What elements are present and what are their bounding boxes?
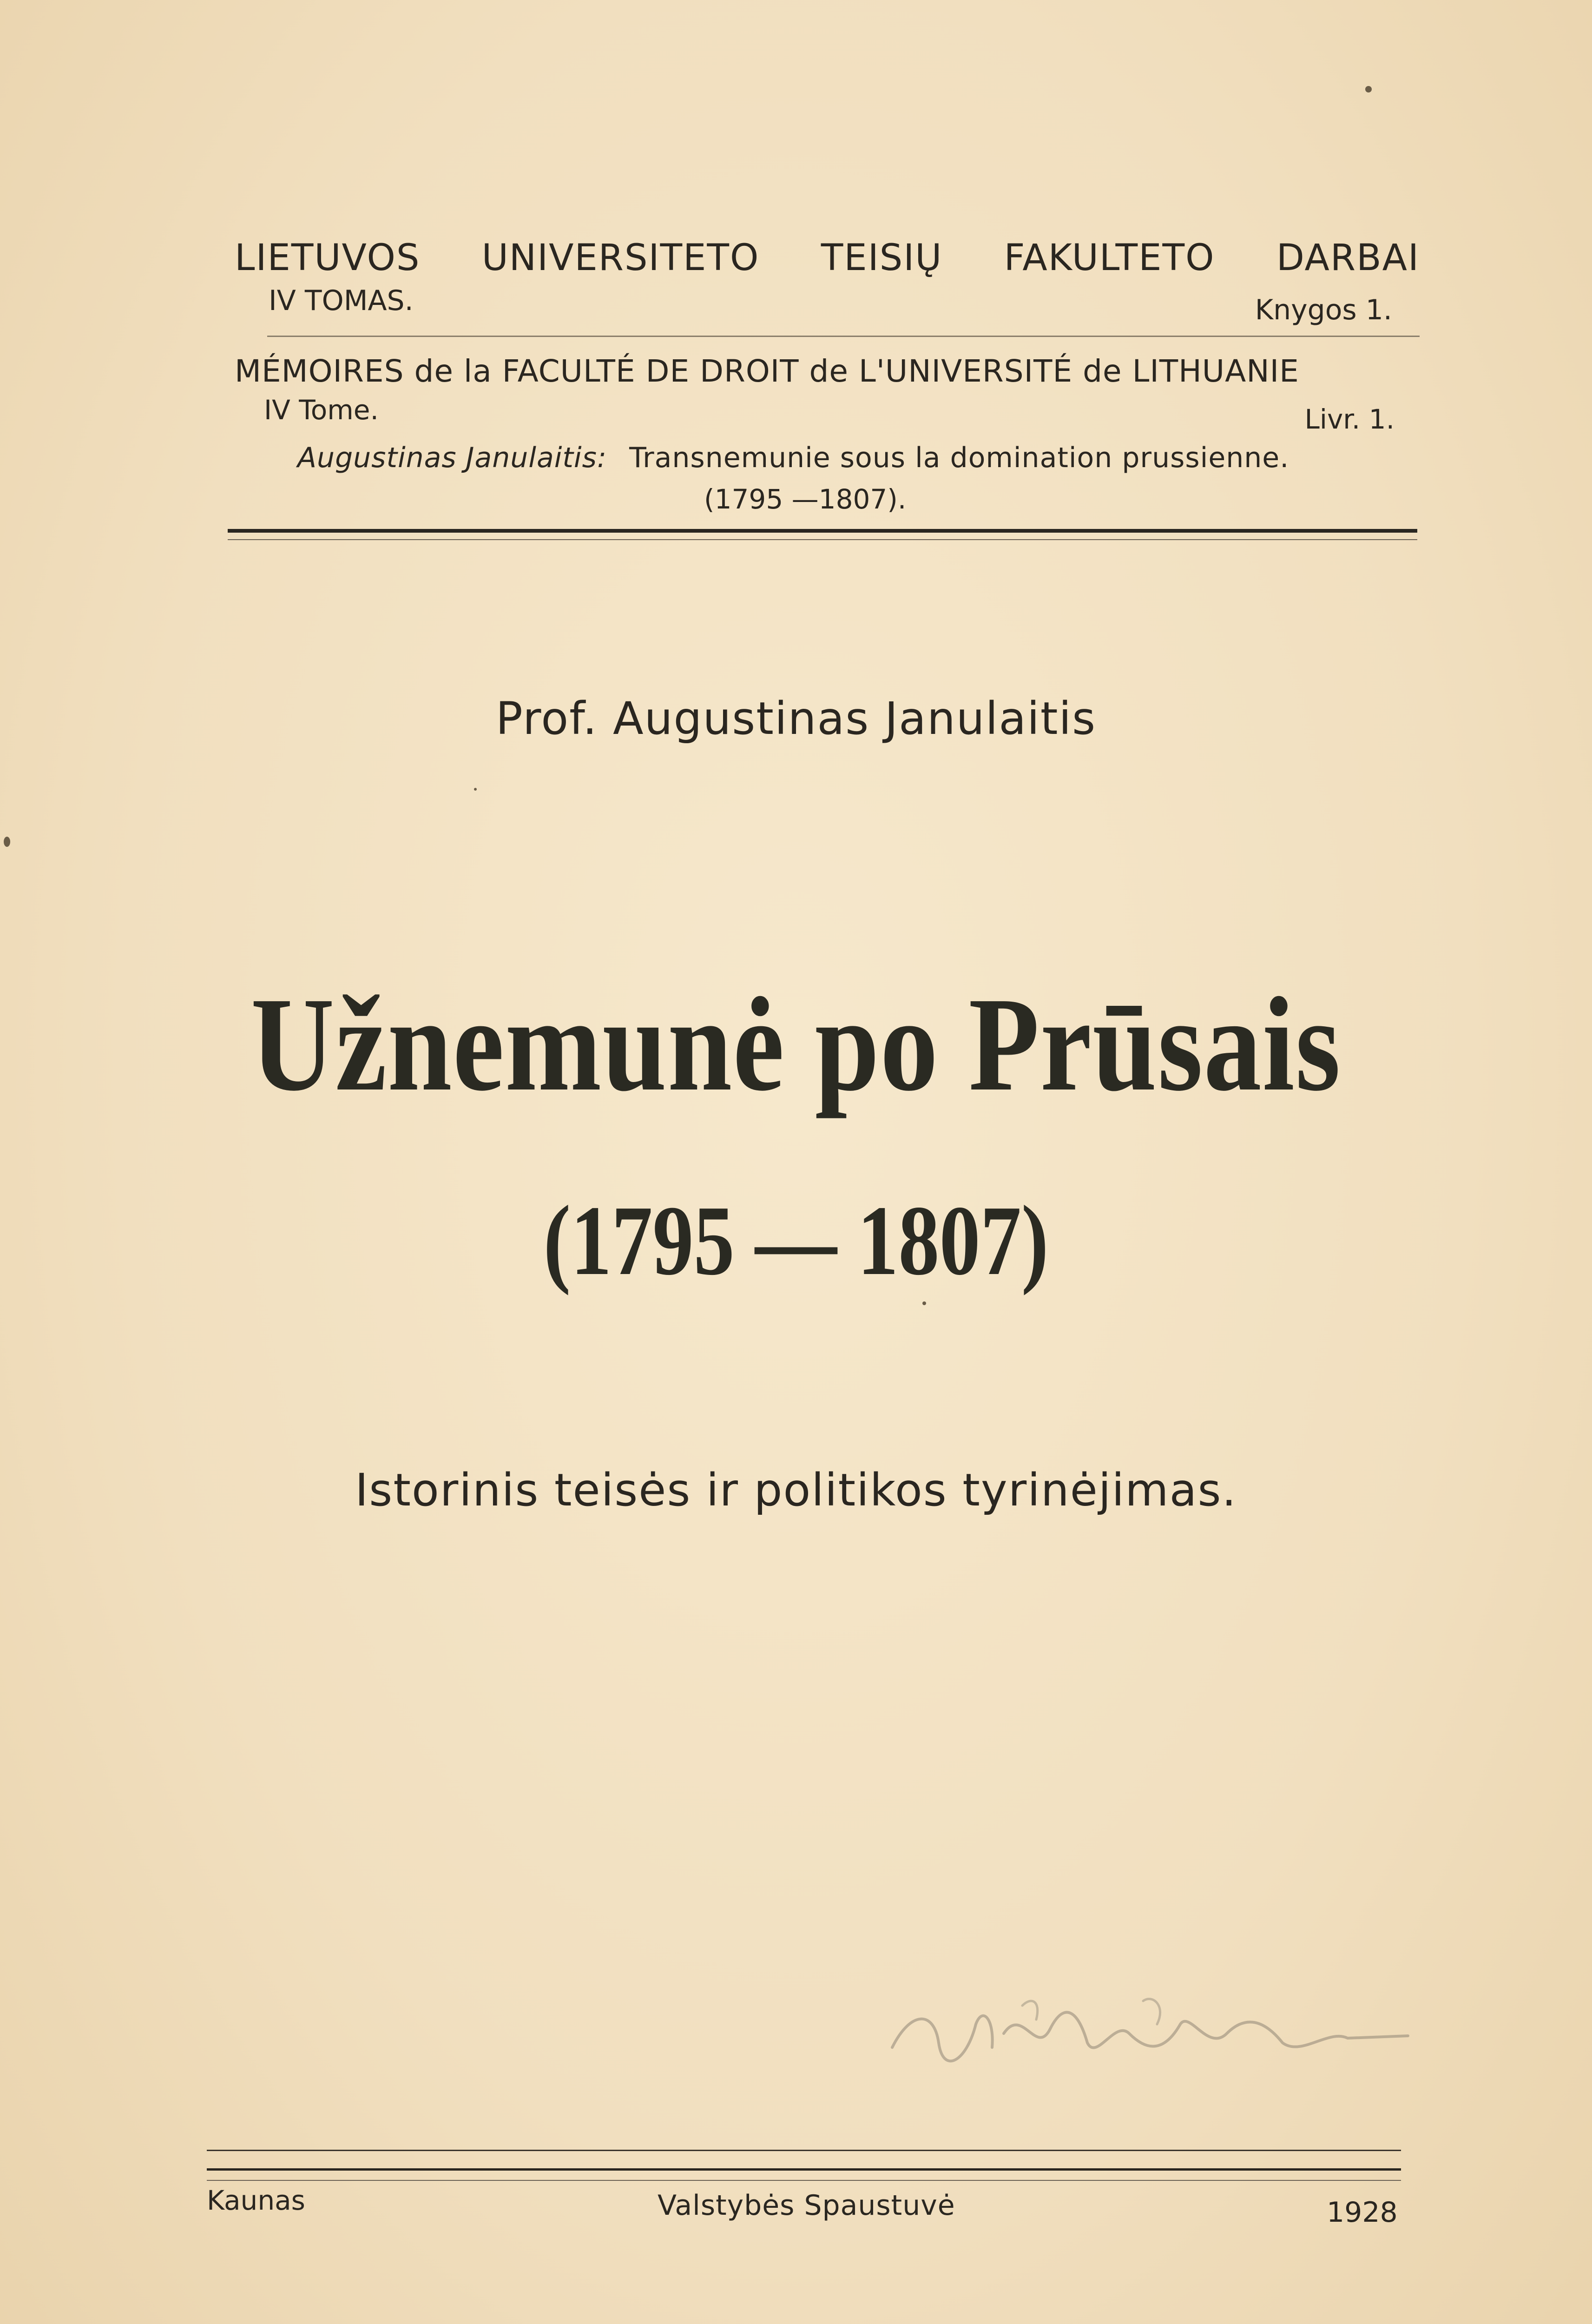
fr-dates: (1795 —1807). — [704, 483, 907, 515]
paper-speck — [474, 788, 477, 791]
book-dates: (1795 — 1807) — [543, 1185, 1049, 1296]
handwritten-signature-icon — [883, 1992, 1417, 2075]
footer-rule-top — [207, 2150, 1401, 2151]
series-word: UNIVERSITETO — [481, 237, 760, 279]
book-fr: Livr. 1. — [1304, 403, 1395, 435]
book-lt: Knygos 1. — [1255, 294, 1392, 326]
header-rule-thick — [228, 529, 1417, 533]
series-word: DARBAI — [1276, 237, 1420, 279]
paper-speck — [1365, 86, 1372, 92]
printer-name: Valstybės Spaustuvė — [658, 2189, 955, 2222]
publication-city: Kaunas — [207, 2185, 305, 2216]
paper-speck — [4, 837, 10, 847]
volume-lt: IV TOMAS. — [269, 284, 414, 317]
volume-fr: IV Tome. — [264, 394, 379, 426]
fr-author: Augustinas Janulaitis: — [297, 442, 607, 474]
book-subtitle: Istorinis teisės ir politikos tyrinėjimas. — [355, 1464, 1237, 1516]
footer-rule-thin — [207, 2180, 1401, 2181]
series-title-fr: MÉMOIRES de la FACULTÉ DE DROIT de L'UNIVERSITÉ de LITHUANIE — [235, 353, 1299, 389]
publication-year: 1928 — [1327, 2196, 1398, 2229]
header-rule-thin — [228, 539, 1417, 540]
fr-title-row — [297, 442, 1289, 474]
series-word: TEISIŲ — [821, 237, 943, 279]
book-title: Užnemunė po Prūsais — [250, 970, 1342, 1119]
fr-title: Transnemunie sous la domination prussienne. — [629, 442, 1289, 474]
series-word: FAKULTETO — [1004, 237, 1215, 279]
paper-speck — [922, 1301, 926, 1305]
header-divider — [267, 336, 1420, 337]
footer-rule-thick — [207, 2168, 1401, 2171]
author-name: Prof. Augustinas Janulaitis — [495, 693, 1097, 745]
series-title-lt — [235, 237, 1420, 279]
series-word: LIETUVOS — [235, 237, 421, 279]
